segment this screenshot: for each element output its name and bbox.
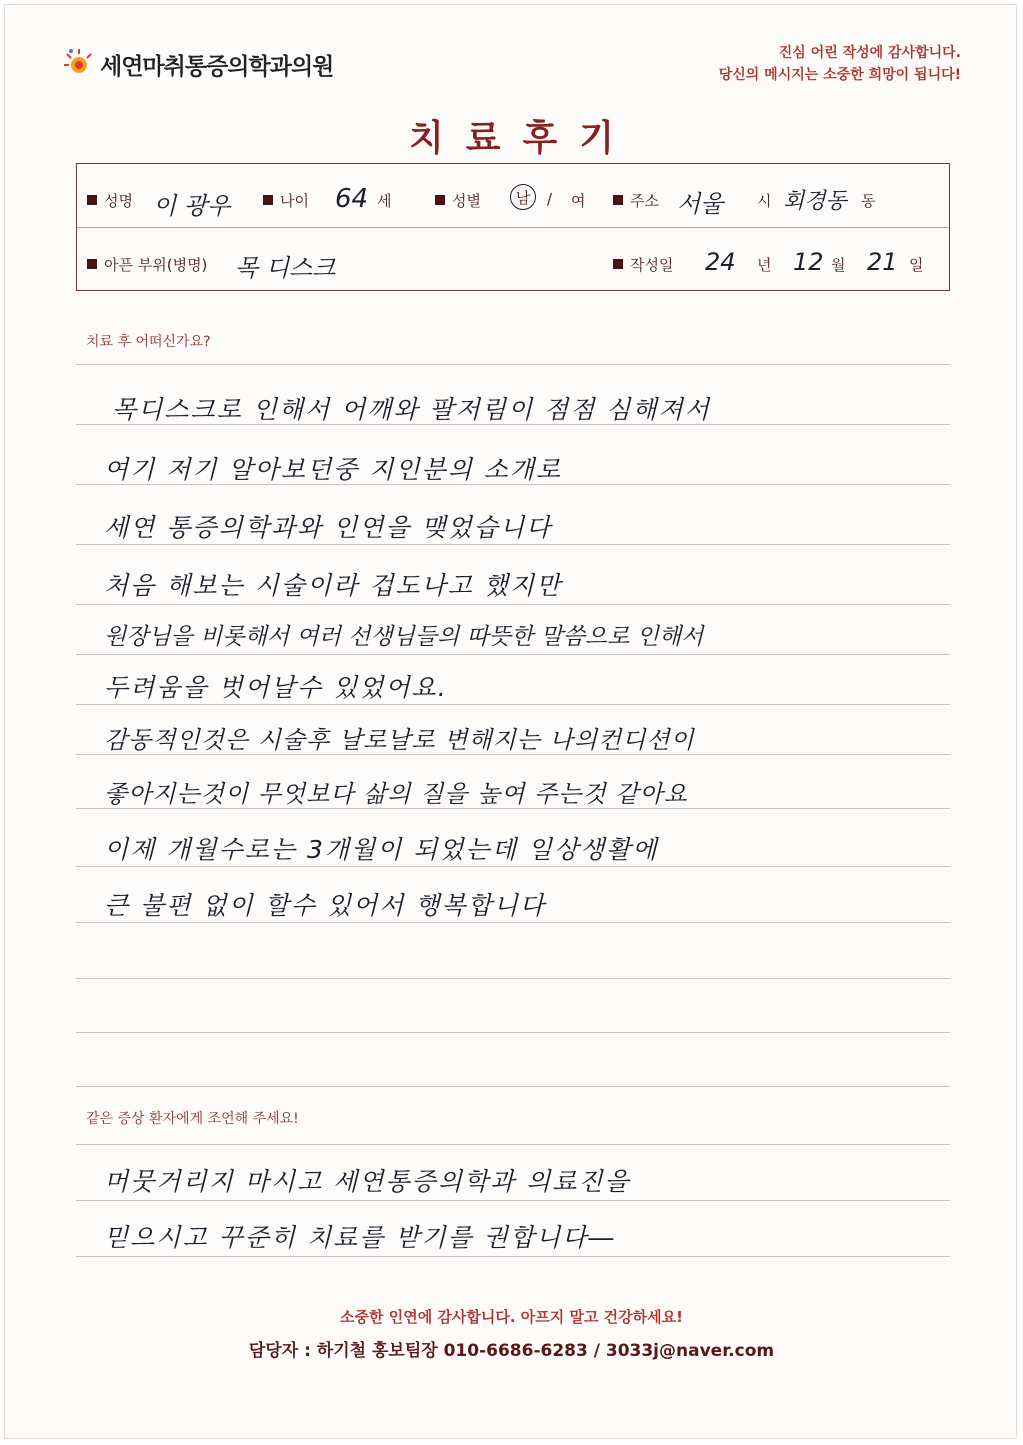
date-day-value: 21 [867, 248, 898, 276]
gender-separator: / [547, 190, 553, 208]
footer-thanks: 소중한 인연에 감사합니다. 아프지 말고 건강하세요! [340, 1308, 683, 1326]
ruled-line [76, 364, 950, 365]
info-divider [77, 227, 949, 228]
review-line: 이제 개월수로는 3개월이 되었는데 일상생활에 [104, 835, 659, 864]
thanks-line-1: 진심 어린 작성에 감사합니다. [778, 45, 961, 61]
ruled-line [76, 922, 950, 923]
advice-line: 머뭇거리지 마시고 세연통증의학과 의료진을 [104, 1167, 631, 1196]
address-label: 주소 [630, 192, 659, 210]
ruled-line [76, 1032, 950, 1033]
name-label: 성명 [104, 192, 133, 210]
ruled-line [76, 604, 950, 605]
thanks-line-2: 당신의 메시지는 소중한 희망이 됩니다! [718, 67, 961, 83]
ruled-line [76, 1086, 950, 1087]
ruled-line [76, 654, 950, 655]
ruled-line [76, 1256, 950, 1257]
date-year-unit: 년 [757, 256, 772, 274]
age-unit: 세 [377, 192, 392, 210]
gender-female: 여 [571, 192, 586, 210]
ruled-line [76, 704, 950, 705]
bullet-square-icon [435, 195, 445, 205]
gender-label: 성별 [452, 192, 481, 210]
review-question: 치료 후 어떠신가요? [86, 334, 211, 350]
ruled-line [76, 1200, 950, 1201]
address-dong-unit: 동 [861, 192, 876, 210]
date-label: 작성일 [630, 256, 674, 274]
bullet-square-icon [263, 195, 273, 205]
address-dong-value: 회경동 [783, 189, 847, 214]
review-line: 두려움을 벗어날수 있었어요. [104, 673, 448, 702]
bullet-square-icon [613, 259, 623, 269]
review-line: 여기 저기 알아보던중 지인분의 소개로 [104, 455, 563, 484]
thanks-message [719, 42, 961, 86]
ruled-line [76, 1144, 950, 1145]
ruled-line [76, 866, 950, 867]
review-line: 세연 통증의학과와 인연을 맺었습니다 [104, 513, 553, 542]
condition-label-group [87, 254, 207, 275]
footer-contact: 담당자 : 하기철 홍보팀장 010-6686-6283 / 3033j@naver.com [248, 1341, 775, 1361]
age-label-group [263, 190, 309, 211]
review-line: 원장님을 비롯해서 여러 선생님들의 따뜻한 말씀으로 인해서 [104, 624, 704, 650]
name-value: 이 광우 [153, 192, 231, 220]
ruled-line [76, 544, 950, 545]
bullet-square-icon [87, 195, 97, 205]
patient-info-box [76, 163, 950, 291]
gender-male-circled: 남 [510, 184, 536, 210]
page-title: 치료후기 [408, 117, 637, 159]
age-value: 64 [335, 184, 369, 214]
date-label-group [613, 254, 673, 275]
date-year-value: 24 [705, 248, 736, 276]
review-line: 큰 불편 없이 할수 있어서 행복합니다 [104, 891, 546, 920]
advice-question: 같은 증상 환자에게 조언해 주세요! [86, 1111, 299, 1127]
bullet-square-icon [87, 259, 97, 269]
address-city-value: 서울 [677, 190, 724, 218]
bullet-square-icon [613, 195, 623, 205]
review-line: 좋아지는것이 무엇보다 삶의 질을 높여 주는것 같아요 [104, 780, 688, 808]
review-line: 감동적인것은 시술후 날로날로 변해지는 나의컨디션이 [104, 726, 695, 754]
condition-label: 아픈 부위(병명) [104, 256, 208, 274]
gender-label-group [435, 190, 481, 211]
ruled-line [76, 978, 950, 979]
address-label-group [613, 190, 659, 211]
condition-value: 목 디스크 [235, 254, 336, 282]
date-month-value: 12 [793, 248, 824, 276]
clinic-name: 세연마취통증의학과의원 [100, 53, 334, 80]
review-line: 목디스크로 인해서 어깨와 팔저림이 점점 심해져서 [112, 395, 711, 424]
date-day-unit: 일 [909, 256, 924, 274]
review-line: 처음 해보는 시술이라 겁도나고 했지만 [104, 571, 563, 600]
clinic-logo-icon [62, 46, 96, 80]
advice-line: 믿으시고 꾸준히 치료를 받기를 권합니다― [104, 1223, 616, 1252]
date-month-unit: 월 [831, 256, 846, 274]
name-label-group [87, 190, 133, 211]
age-label: 나이 [280, 192, 309, 210]
address-city-unit: 시 [757, 192, 772, 210]
